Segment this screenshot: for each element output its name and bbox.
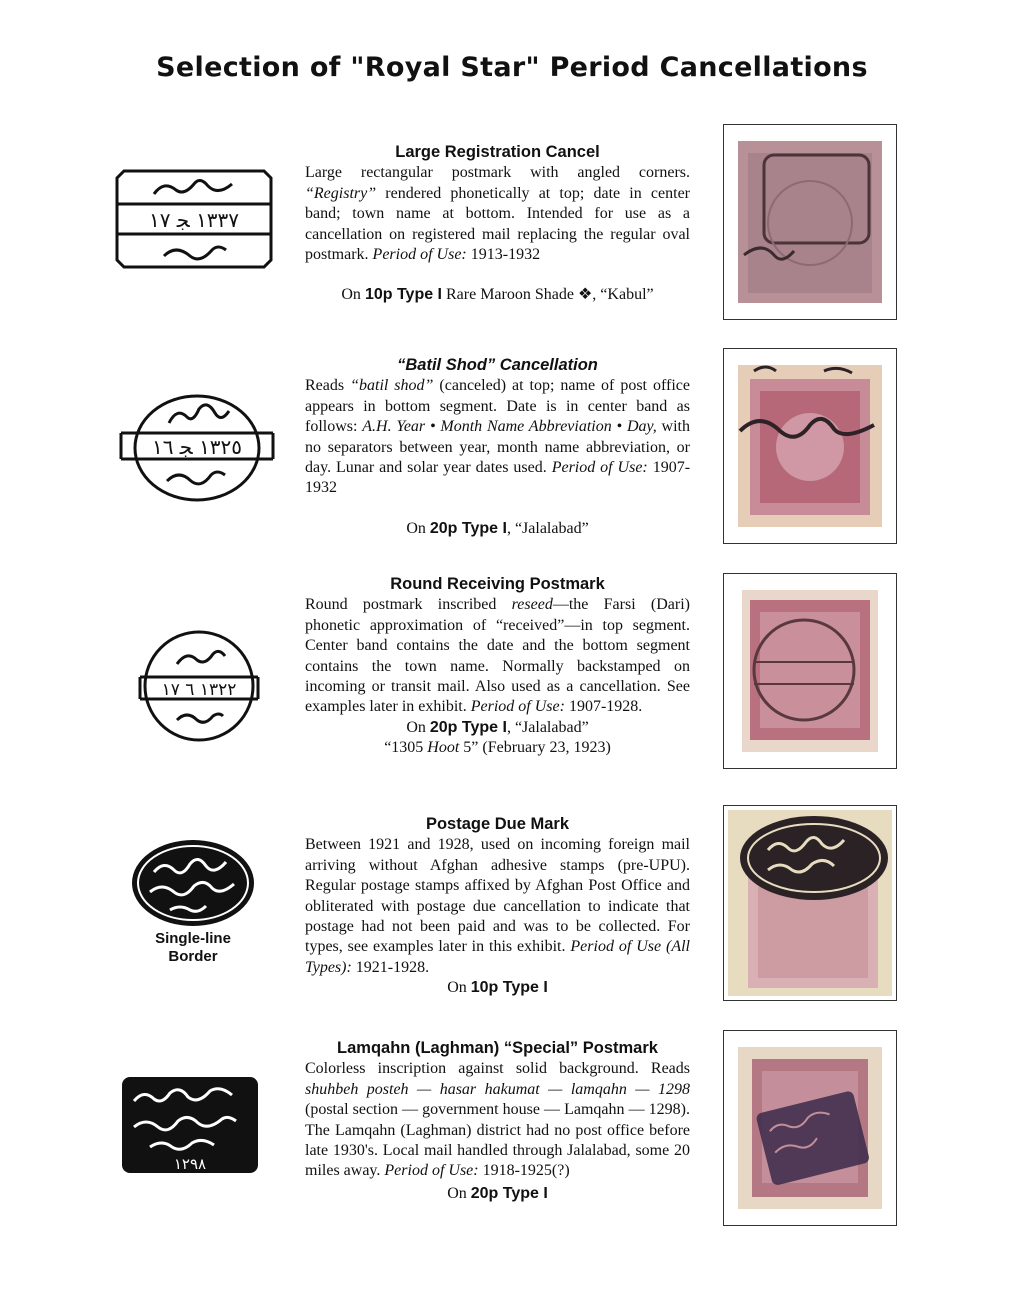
date-text: 5” (February 23, 1923) xyxy=(459,739,611,757)
stamp-photo-frame xyxy=(723,573,897,769)
body-italic: reseed xyxy=(511,596,553,614)
period-value: 1907-1928. xyxy=(564,698,643,716)
stamp-type: 20p Type I xyxy=(429,519,507,537)
on-text: On xyxy=(447,1184,471,1202)
section-heading: Lamqahn (Laghman) “Special” Postmark xyxy=(337,1039,658,1057)
on-text: On xyxy=(341,286,365,304)
period-label: Period of Use: xyxy=(470,698,565,716)
stamp-photo-frame xyxy=(723,124,897,320)
batil-shod-text xyxy=(305,355,690,539)
stamp-photo xyxy=(734,361,886,531)
stamp-type: 10p Type I xyxy=(364,286,442,304)
postage-due-text xyxy=(305,814,690,999)
lamqahn-postmark-drawing xyxy=(120,1075,260,1175)
stamp-line xyxy=(305,1184,690,1204)
stamp-line xyxy=(305,285,690,305)
section-body xyxy=(305,595,690,717)
stamp-type: 20p Type I xyxy=(429,718,507,736)
body-text: rendered phonetically at top; date in center band; town name at bottom. Intended for use as a cancellation on registered mail replacing the regular oval postmark. xyxy=(305,184,690,264)
body-text: Between 1921 and 1928, used on incoming foreign mail arriving without Afghan adhesive stamps (pre-UPU). Regular postage stamps affixed by Afghan Post Office and obliterated with postage due cancellation to indicate that postage had not been paid and was to be collected. For types, see examples later in this exhibit. xyxy=(305,836,690,956)
section-body xyxy=(305,376,690,498)
section-body xyxy=(305,835,690,978)
svg-text:١٣٣٧ ﺠ ١٧: ١٣٣٧ ﺠ ١٧ xyxy=(148,208,240,232)
period-label: Period of Use: xyxy=(384,1162,479,1180)
batil-shod-cancel-drawing xyxy=(119,393,275,503)
stamp-photo-frame xyxy=(723,348,897,544)
svg-text:١٢٩٨: ١٢٩٨ xyxy=(173,1155,207,1173)
lamqahn-text xyxy=(305,1038,690,1204)
postage-due-caption xyxy=(130,930,256,966)
section-body xyxy=(305,1059,690,1181)
heading-text: “Batil Shod” Cancellation xyxy=(397,356,598,374)
stamp-note: , “Jalalabad” xyxy=(506,718,589,736)
period-value: 1907-1932 xyxy=(305,459,691,497)
section-heading: Round Receiving Postmark xyxy=(390,575,605,593)
section-heading xyxy=(305,355,690,375)
section-heading: Large Registration Cancel xyxy=(395,143,600,161)
stamp-photo xyxy=(728,810,892,996)
body-italic: A.H. Year • Month Name Abbreviation • Day, xyxy=(362,418,657,436)
period-value: 1913-1932 xyxy=(466,246,541,264)
body-text: —the Farsi (Dari) phonetic approximation of “received”—in top segment. Center band contains the date and the bottom segment contains the town name. Normally backstamped on incoming or transit mail. Also used as a cancellation. See examples later in exhibit. xyxy=(305,596,690,716)
body-italic: “batil shod” xyxy=(350,377,434,395)
section-body xyxy=(305,163,690,265)
body-text: Reads xyxy=(305,377,351,395)
registration-text xyxy=(305,142,690,306)
body-text: with no separators between year, month name abbreviation, or day. Lunar and solar year dates used. xyxy=(305,418,691,477)
section-heading: Postage Due Mark xyxy=(425,815,570,833)
postage-due-mark-drawing xyxy=(130,838,256,928)
round-receiving-text xyxy=(305,574,690,759)
body-text: (canceled) at top; name of post office appears in bottom segment. Date is in center band as follows: xyxy=(305,377,691,436)
stamp-note: Rare Maroon Shade ❖, “Kabul” xyxy=(442,286,654,304)
stamp-line xyxy=(305,718,690,738)
registration-cancel-drawing xyxy=(114,168,274,270)
period-label: Period of Use: xyxy=(372,246,467,264)
stamp-photo-frame xyxy=(723,1030,897,1226)
stamp-photo-frame xyxy=(723,805,897,1001)
page-title: Selection of "Royal Star" Period Cancellations xyxy=(156,52,868,83)
body-italic: shuhbeh posteh — hasar hakumat — lamqahn — 1298 xyxy=(305,1080,690,1098)
body-text: Colorless inscription against solid background. Reads xyxy=(305,1060,690,1078)
caption-line: Single-line xyxy=(155,930,231,947)
svg-text:١٣٢٢ ٦ ١٧: ١٣٢٢ ٦ ١٧ xyxy=(161,680,237,700)
stamp-photo xyxy=(734,135,886,309)
body-text: Round postmark inscribed xyxy=(305,596,512,614)
on-text: On xyxy=(406,718,430,736)
date-line xyxy=(305,738,690,758)
svg-text:١٣٢٥ ﺠ ١٦: ١٣٢٥ ﺠ ١٦ xyxy=(151,435,243,459)
body-text: (postal section — government house — Lamqahn — 1298). The Lamqahn (Laghman) district had no post office before late 1930's. Local mail handled through Jalalabad, some 20 miles away. xyxy=(305,1101,690,1180)
stamp-photo xyxy=(738,586,882,756)
round-receiving-cancel-drawing xyxy=(137,628,261,744)
date-italic: Hoot xyxy=(427,739,460,757)
stamp-photo xyxy=(734,1043,886,1213)
stamp-line xyxy=(305,978,690,998)
stamp-line xyxy=(305,519,690,539)
stamp-type: 20p Type I xyxy=(470,1184,548,1202)
period-label: Period of Use (All Types): xyxy=(305,938,690,976)
stamp-note: , “Jalalabad” xyxy=(506,519,589,537)
body-italic: “Registry” xyxy=(305,184,377,202)
on-text: On xyxy=(406,519,430,537)
date-text: “1305 xyxy=(384,739,428,757)
period-value: 1921-1928. xyxy=(351,958,430,976)
caption-line: Border xyxy=(168,948,218,965)
on-text: On xyxy=(447,979,471,997)
body-text: Large rectangular postmark with angled corners. xyxy=(305,164,690,182)
stamp-type: 10p Type I xyxy=(470,979,548,997)
period-label: Period of Use: xyxy=(551,459,648,477)
period-value: 1918-1925(?) xyxy=(478,1162,570,1180)
